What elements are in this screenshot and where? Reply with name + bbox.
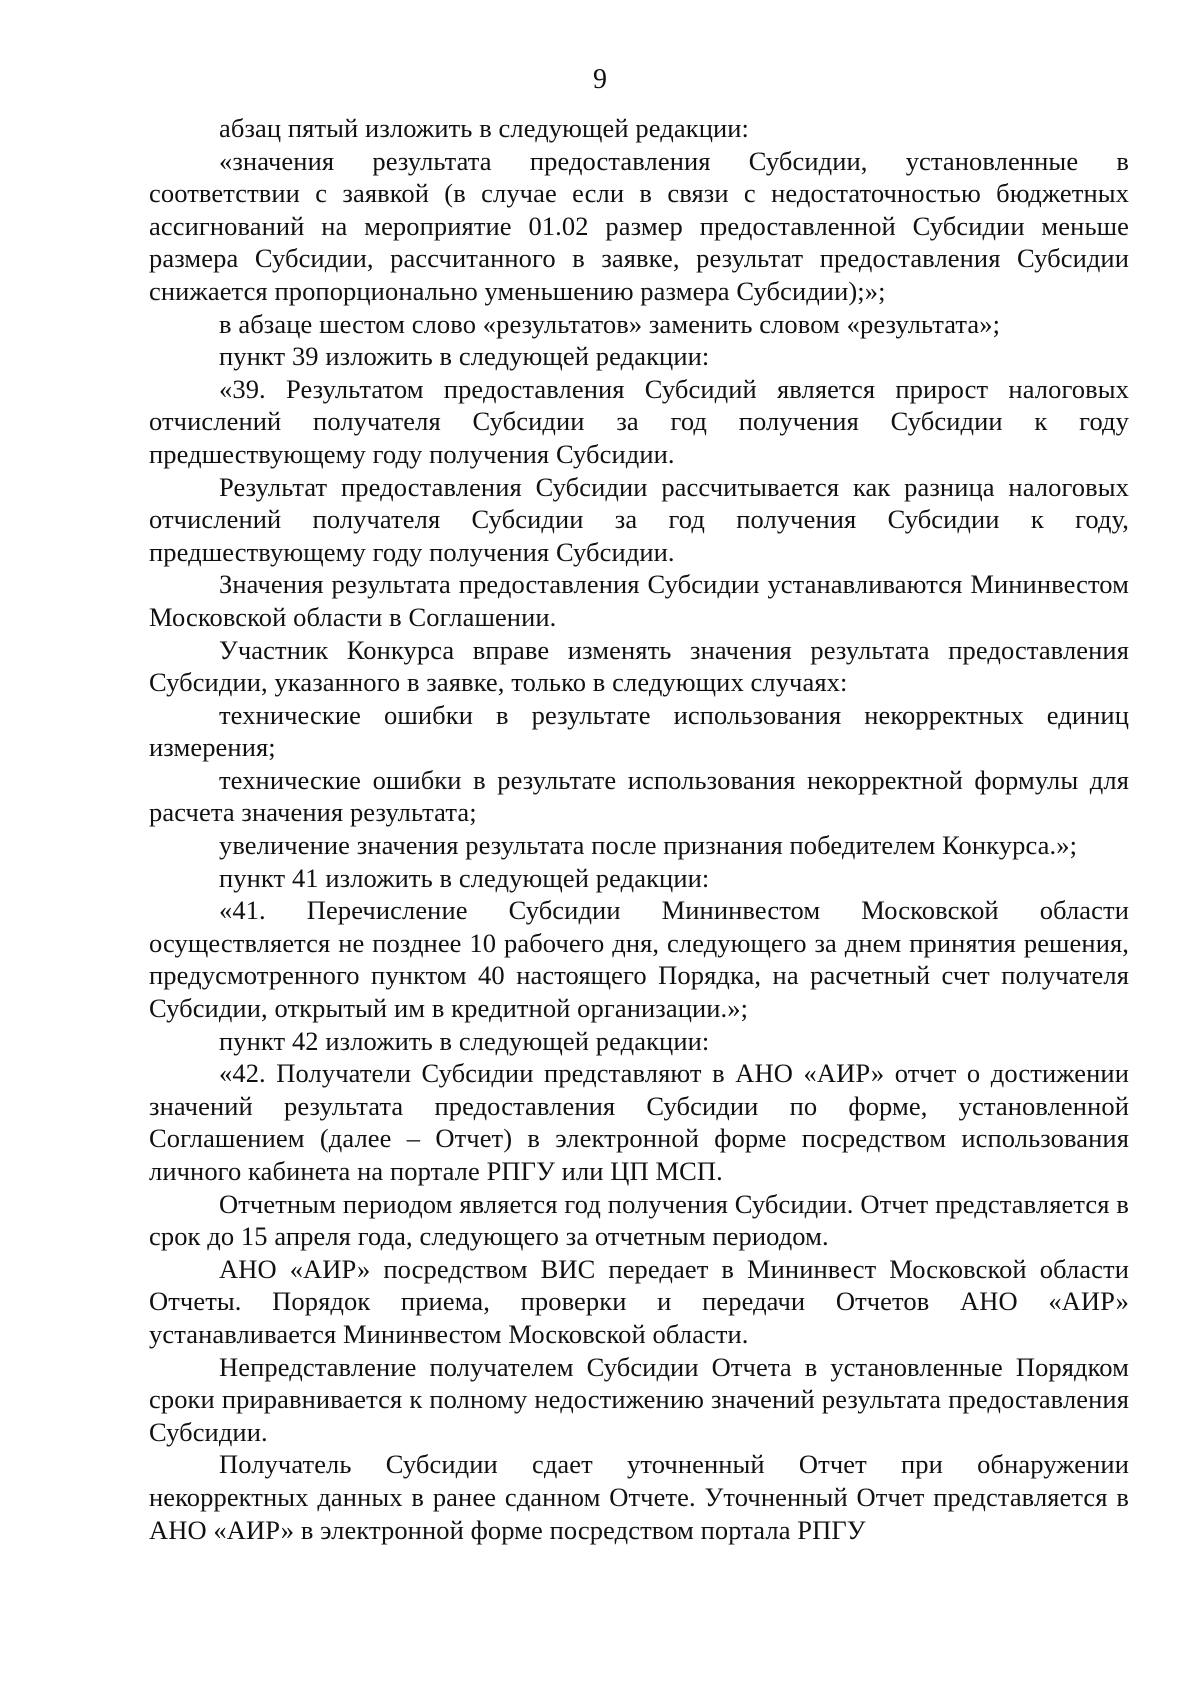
paragraph: пункт 39 изложить в следующей редакции: xyxy=(219,341,710,372)
paragraph: «39. Результатом предоставления Субсидий является прирост налоговых отчислений получателя Субсидии за год получения Субсидии к году предшествующему году получения Субсидии. xyxy=(149,373,1129,469)
page-number: 9 xyxy=(593,64,607,95)
paragraph: «значения результата предоставления Субсидии, установленные в соответствии с заявкой (в случае если в связи с недостаточностью бюджетных ассигнований на мероприятие 01.02 размер предоставленной Субсидии меньше размера Субсидии, рассчитанного в заявке, результат предоставления Субсидии снижается пропорционально уменьшению размера Субсидии);»; xyxy=(149,145,1129,306)
paragraph: «42. Получатели Субсидии представляют в АНО «АИР» отчет о достижении значений результата предоставления Субсидии по форме, установленной Соглашением (далее – Отчет) в электронной форме посредством использования личного кабинета на портале РПГУ или ЦП МСП. xyxy=(149,1058,1129,1186)
paragraph: пункт 42 изложить в следующей редакции: xyxy=(219,1025,710,1056)
paragraph: абзац пятый изложить в следующей редакции: xyxy=(219,113,750,143)
paragraph: увеличение значения результата после признания победителем Конкурса.»; xyxy=(219,830,1078,861)
document-body xyxy=(149,112,1129,1546)
paragraph: пункт 41 изложить в следующей редакции: xyxy=(219,862,710,893)
paragraph: технические ошибки в результате использования некорректных единиц измерения; xyxy=(149,699,1129,763)
paragraph: Получатель Субсидии сдает уточненный Отчет при обнаружении некорректных данных в ранее сданном Отчете. Уточненный Отчет представляется в АНО «АИР» в электронной форме посредством портала РПГУ xyxy=(149,1449,1129,1545)
paragraph: «41. Перечисление Субсидии Мининвестом Московской области осуществляется не позднее 10 рабочего дня, следующего за днем принятия решения, предусмотренного пунктом 40 настоящего Порядка, на расчетный счет получателя Субсидии, открытый им в кредитной организации.»; xyxy=(149,895,1129,1024)
paragraph: АНО «АИР» посредством ВИС передает в Мининвест Московской области Отчеты. Порядок приема, проверки и передачи Отчетов АНО «АИР» устанавливается Мининвестом Московской области. xyxy=(149,1253,1129,1349)
paragraph: Значения результата предоставления Субсидии устанавливаются Мининвестом Московской области в Соглашении. xyxy=(149,569,1129,632)
paragraph: Участник Конкурса вправе изменять значения результата предоставления Субсидии, указанного в заявке, только в следующих случаях: xyxy=(149,634,1129,698)
paragraph: в абзаце шестом слово «результатов» заменить словом «результата»; xyxy=(219,308,1001,339)
paragraph: Непредставление получателем Субсидии Отчета в установленные Порядком сроки приравнивается к полному недостижению значений результата предоставления Субсидии. xyxy=(149,1351,1129,1447)
paragraph: Отчетным периодом является год получения Субсидии. Отчет представляется в срок до 15 апреля года, следующего за отчетным периодом. xyxy=(149,1188,1129,1252)
paragraph: технические ошибки в результате использования некорректной формулы для расчета значения результата; xyxy=(149,764,1129,828)
paragraph: Результат предоставления Субсидии рассчитывается как разница налоговых отчислений получателя Субсидии за год получения Субсидии к году, предшествующему году получения Субсидии. xyxy=(149,471,1129,567)
